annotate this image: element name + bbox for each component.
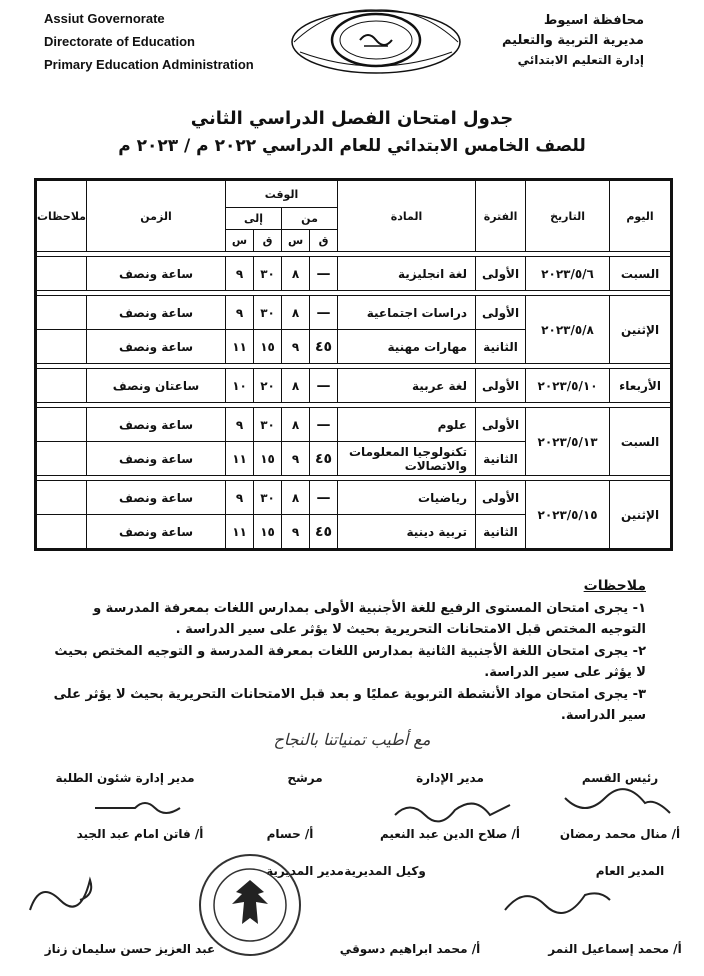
signature-title: مدير الإدارة xyxy=(416,771,484,785)
cell-from-minute: — xyxy=(310,481,338,515)
cell-to-minute: ٣٠ xyxy=(254,296,282,330)
cell-to-hour: ١١ xyxy=(226,330,254,364)
cell-notes xyxy=(37,296,87,330)
cell-from-minute: — xyxy=(310,257,338,291)
header-subject: المادة xyxy=(338,181,476,252)
cell-from-hour: ٨ xyxy=(282,481,310,515)
cell-to-minute: ١٥ xyxy=(254,330,282,364)
cell-from-minute: — xyxy=(310,369,338,403)
signature-name: عبد العزيز حسن سليمان زناز xyxy=(44,942,216,956)
header-ar-line-3: إدارة التعليم الابتدائي xyxy=(517,53,644,67)
signature-title: رئيس القسم xyxy=(581,771,659,785)
cell-period: الأولى xyxy=(476,481,526,515)
cell-date: ٢٠٢٣/٥/٨ xyxy=(526,296,610,364)
cell-notes xyxy=(37,481,87,515)
signature-name: أ/ حسام xyxy=(266,827,314,841)
signature-name: أ/ محمد إسماعيل النمر xyxy=(548,942,682,956)
cell-day: السبت xyxy=(610,257,671,291)
signature-title: وكيل المديرية xyxy=(344,864,426,878)
cell-subject: تربية دينية xyxy=(338,515,476,549)
notes-title: ملاحظات xyxy=(583,578,646,594)
cell-date: ٢٠٢٣/٥/١٠ xyxy=(526,369,610,403)
cell-notes xyxy=(37,330,87,364)
header-day: اليوم xyxy=(610,181,671,252)
cell-duration: ساعة ونصف xyxy=(87,330,226,364)
note-item: ١- يجرى امتحان المستوى الرفيع للغة الأجنبية الأولى بمدارس اللغات بمعرفة المدرسة و التوجيه المختص قبل الامتحانات التحريرية بحيث لا يؤثر على سير الدراسة . xyxy=(93,601,646,637)
cell-date: ٢٠٢٣/٥/٦ xyxy=(526,257,610,291)
cell-to-hour: ١٠ xyxy=(226,369,254,403)
signature-scribble xyxy=(390,790,520,824)
cell-period: الأولى xyxy=(476,369,526,403)
cell-from-minute: ٤٥ xyxy=(310,515,338,549)
table-row xyxy=(37,257,671,291)
cell-period: الثانية xyxy=(476,442,526,476)
header-from-minute: ق xyxy=(310,230,338,252)
table-row xyxy=(37,481,671,515)
cell-notes xyxy=(37,369,87,403)
cell-subject: دراسات اجتماعية xyxy=(338,296,476,330)
cell-period: الثانية xyxy=(476,515,526,549)
header-en-line-2: Directorate of Education xyxy=(44,34,195,49)
cell-day: الأربعاء xyxy=(610,369,671,403)
ministry-logo xyxy=(290,0,462,76)
cell-date: ٢٠٢٣/٥/١٣ xyxy=(526,408,610,476)
cell-day: السبت xyxy=(610,408,671,476)
signature-name: أ/ محمد ابراهيم دسوقي xyxy=(339,942,481,956)
header-date: التاريخ xyxy=(526,181,610,252)
cell-to-hour: ٩ xyxy=(226,408,254,442)
cell-from-hour: ٨ xyxy=(282,296,310,330)
signature-title: مدير إدارة شئون الطلبة xyxy=(55,771,195,785)
header-to-hour: س xyxy=(226,230,254,252)
header-duration: الزمن xyxy=(87,181,226,252)
signature-name: أ/ صلاح الدين عبد النعيم xyxy=(379,827,521,841)
signature-name: أ/ منال محمد رمضان xyxy=(559,827,681,841)
cell-subject: لغة انجليزية xyxy=(338,257,476,291)
note-item: ٢- يجرى امتحان اللغة الأجنبية الثانية بمدارس اللغات بمعرفة المدرسة و التوجيه المختص بحيث لا يؤثر على سير الدراسة. xyxy=(54,644,646,680)
signature-scribble xyxy=(90,790,200,820)
cell-from-hour: ٨ xyxy=(282,257,310,291)
cell-to-hour: ٩ xyxy=(226,296,254,330)
header-ar-line-2: مديرية التربية والتعليم xyxy=(501,33,644,48)
header-period: الفترة xyxy=(476,181,526,252)
schedule-table xyxy=(36,180,671,549)
cell-to-hour: ١١ xyxy=(226,442,254,476)
cell-subject: رياضيات xyxy=(338,481,476,515)
header-en-line-1: Assiut Governorate xyxy=(44,11,165,26)
cell-from-minute: ٤٥ xyxy=(310,442,338,476)
signature-scribble xyxy=(500,880,620,920)
table-row xyxy=(37,369,671,403)
cell-date: ٢٠٢٣/٥/١٥ xyxy=(526,481,610,549)
cell-to-minute: ٢٠ xyxy=(254,369,282,403)
cell-subject: لغة عربية xyxy=(338,369,476,403)
cell-period: الثانية xyxy=(476,330,526,364)
cell-duration: ساعة ونصف xyxy=(87,257,226,291)
cell-from-hour: ٩ xyxy=(282,330,310,364)
cell-duration: ساعتان ونصف xyxy=(87,369,226,403)
cell-duration: ساعة ونصف xyxy=(87,408,226,442)
cell-from-minute: — xyxy=(310,296,338,330)
title-line-1: جدول امتحان الفصل الدراسي الثاني xyxy=(190,108,514,129)
header-from: من xyxy=(282,208,338,230)
cell-to-minute: ٣٠ xyxy=(254,408,282,442)
cell-notes xyxy=(37,442,87,476)
cell-notes xyxy=(37,257,87,291)
cell-from-hour: ٨ xyxy=(282,369,310,403)
cell-from-minute: — xyxy=(310,408,338,442)
cell-from-hour: ٩ xyxy=(282,442,310,476)
cell-to-minute: ٣٠ xyxy=(254,257,282,291)
cell-period: الأولى xyxy=(476,408,526,442)
cell-subject: مهارات مهنية xyxy=(338,330,476,364)
table-row xyxy=(37,408,671,442)
cell-period: الأولى xyxy=(476,296,526,330)
table-row xyxy=(37,296,671,330)
header-notes: ملاحظات xyxy=(37,181,87,252)
closing-wish: مع أطيب تمنياتنا بالنجاح xyxy=(273,730,431,749)
cell-subject: تكنولوجيا المعلومات والاتصالات xyxy=(338,442,476,476)
cell-period: الأولى xyxy=(476,257,526,291)
note-item: ٣- يجرى امتحان مواد الأنشطة التربوية عمليًا و بعد قبل الامتحانات التحريرية بحيث لا يؤثر على سير الدراسة. xyxy=(53,687,646,723)
header-to-minute: ق xyxy=(254,230,282,252)
cell-duration: ساعة ونصف xyxy=(87,296,226,330)
cell-day: الإثنين xyxy=(610,481,671,549)
header-ar-line-1: محافظة اسيوط xyxy=(543,13,644,28)
header-from-hour: س xyxy=(282,230,310,252)
signature-title: مرشح xyxy=(287,771,323,785)
cell-to-hour: ٩ xyxy=(226,257,254,291)
cell-to-minute: ٣٠ xyxy=(254,481,282,515)
cell-from-hour: ٨ xyxy=(282,408,310,442)
cell-from-hour: ٩ xyxy=(282,515,310,549)
header-en-line-3: Primary Education Administration xyxy=(44,57,254,72)
cell-notes xyxy=(37,515,87,549)
cell-duration: ساعة ونصف xyxy=(87,515,226,549)
signature-title: المدير العام xyxy=(595,864,665,878)
cell-to-minute: ١٥ xyxy=(254,442,282,476)
cell-to-hour: ١١ xyxy=(226,515,254,549)
cell-subject: علوم xyxy=(338,408,476,442)
title-line-2: للصف الخامس الابتدائي للعام الدراسي ٢٠٢٢ م / ٢٠٢٣ م xyxy=(118,136,586,156)
cell-notes xyxy=(37,408,87,442)
cell-to-hour: ٩ xyxy=(226,481,254,515)
cell-duration: ساعة ونصف xyxy=(87,442,226,476)
signature-title: مدير المديرية xyxy=(266,864,344,878)
cell-day: الإثنين xyxy=(610,296,671,364)
cell-from-minute: ٤٥ xyxy=(310,330,338,364)
signature-scribble xyxy=(20,870,110,920)
signature-name: أ/ فاتن امام عبد الجيد xyxy=(76,827,204,841)
cell-to-minute: ١٥ xyxy=(254,515,282,549)
header-time: الوقت xyxy=(226,181,338,208)
header-to: إلى xyxy=(226,208,282,230)
signature-scribble xyxy=(560,788,680,822)
cell-duration: ساعة ونصف xyxy=(87,481,226,515)
